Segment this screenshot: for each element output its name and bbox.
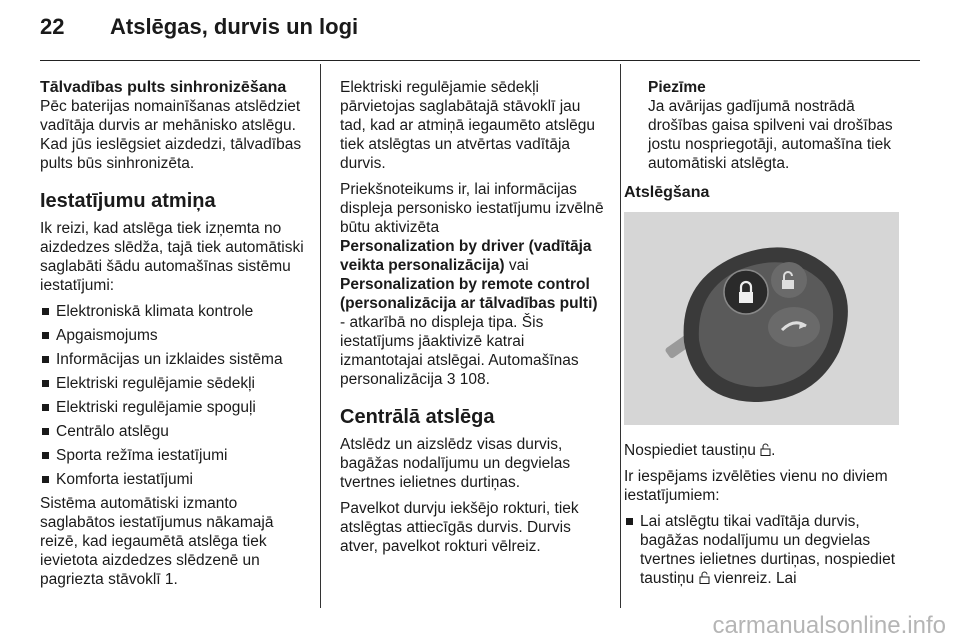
page-header	[40, 14, 358, 44]
list-item: Sporta režīma iestatījumi	[40, 446, 308, 465]
unlock-options-list	[624, 512, 904, 588]
page-number: 22	[40, 14, 65, 39]
menu-option-remote: Personalization by remote control (personalizācija ar tālvadības pulti)	[340, 276, 598, 312]
list-item: Komforta iestatījumi	[40, 470, 308, 489]
column-middle	[340, 78, 606, 563]
paragraph: Elektriski regulējamie sēdekļi pārvietojas saglabātajā stāvoklī jau tad, kad ar atmiņā iegaumēto atslēgu tiek atslēgtas un atvērtas vadītāja durvis.	[340, 79, 596, 172]
column-left	[40, 78, 308, 596]
paragraph: Pavelkot durvju iekšējo rokturi, tiek atslēgtas attiecīgās durvis. Durvis atver, pavelkot rokturi vēlreiz.	[340, 500, 579, 555]
menu-option-driver: Personalization by driver (vadītāja veikta personalizācija)	[340, 238, 592, 274]
text: vai	[508, 257, 529, 274]
list-item: Informācijas un izklaides sistēma	[40, 350, 308, 369]
watermark: carmanualsonline.info	[712, 612, 946, 639]
section-heading-unlock: Atslēgšana	[624, 184, 710, 201]
column-divider	[620, 64, 621, 608]
list-item: Elektriski regulējamie spoguļi	[40, 398, 308, 417]
section-heading-central-lock: Centrālā atslēga	[340, 406, 495, 428]
list-item: Centrālo atslēgu	[40, 422, 308, 441]
text: Priekšnoteikums ir, lai informācijas displeja personisko iestatījumu izvēlnē būtu aktivizēta	[340, 181, 604, 236]
text: .	[771, 442, 776, 459]
text: Nospiediet taustiņu	[624, 442, 761, 459]
text: Lai atslēgtu tikai vadītāja durvis, bagāžas nodalījumu un degvielas tvertnes ielietnes durtiņas, nospiediet taustiņu	[640, 513, 896, 587]
text: - atkarībā no displeja tipa. Šis iestatījums jāaktivizē katrai izmantotajai atslēgai. Automašīnas personalizācija	[340, 314, 579, 388]
key-fob-illustration	[624, 212, 899, 425]
unlock-icon	[699, 571, 710, 584]
column-divider	[320, 64, 321, 608]
paragraph-personalization	[340, 180, 606, 389]
paragraph: Ik reizi, kad atslēga tiek izņemta no aizdedzes slēdža, tajā tiek automātiski saglabāti šādu automašīnas sistēmu iestatījumi:	[40, 220, 304, 294]
note-title: Piezīme	[648, 79, 706, 96]
list-item: Elektroniskā klimata kontrole	[40, 302, 308, 321]
list-item: Elektriski regulējamie sēdekļi	[40, 374, 308, 393]
paragraph: Ir iespējams izvēlēties vienu no diviem iestatījumiem:	[624, 468, 888, 504]
paragraph: Pēc baterijas nomainīšanas atslēdziet vadītāja durvis ar mehānisko atslēgu. Kad jūs ieslēgsiet aizdedzi, tālvadības pults būs sinhronizēta.	[40, 98, 302, 172]
note-text: Ja avārijas gadījumā nostrādā drošības gaisa spilveni vai drošības jostu nospriegotāji, automašīna tiek automātiski atslēgta.	[648, 98, 893, 172]
key-fob-icon	[624, 212, 899, 425]
paragraph-press	[624, 441, 904, 460]
settings-list	[40, 302, 308, 489]
text: vienreiz. Lai	[709, 570, 797, 587]
column-right	[624, 78, 904, 593]
list-item: Apgaismojums	[40, 326, 308, 345]
page-reference: 3 108.	[446, 371, 490, 388]
paragraph: Atslēdz un aizslēdz visas durvis, bagāžas nodalījumu un degvielas tvertnes ielietnes durtiņas.	[340, 436, 571, 491]
list-item	[624, 512, 904, 588]
header-rule	[40, 60, 920, 61]
section-heading-memory: Iestatījumu atmiņa	[40, 190, 216, 212]
paragraph: Sistēma automātiski izmanto saglabātos iestatījumus nākamajā reizē, kad iegaumētā atslēga tiek ievietota aizdedzes slēdzenē un pagriezta stāvoklī 1.	[40, 495, 274, 588]
note-box	[624, 78, 904, 173]
chapter-title: Atslēgas, durvis un logi	[110, 14, 359, 39]
unlock-icon	[760, 443, 771, 456]
section-heading-sync: Tālvadības pults sinhronizēšana	[40, 79, 287, 96]
